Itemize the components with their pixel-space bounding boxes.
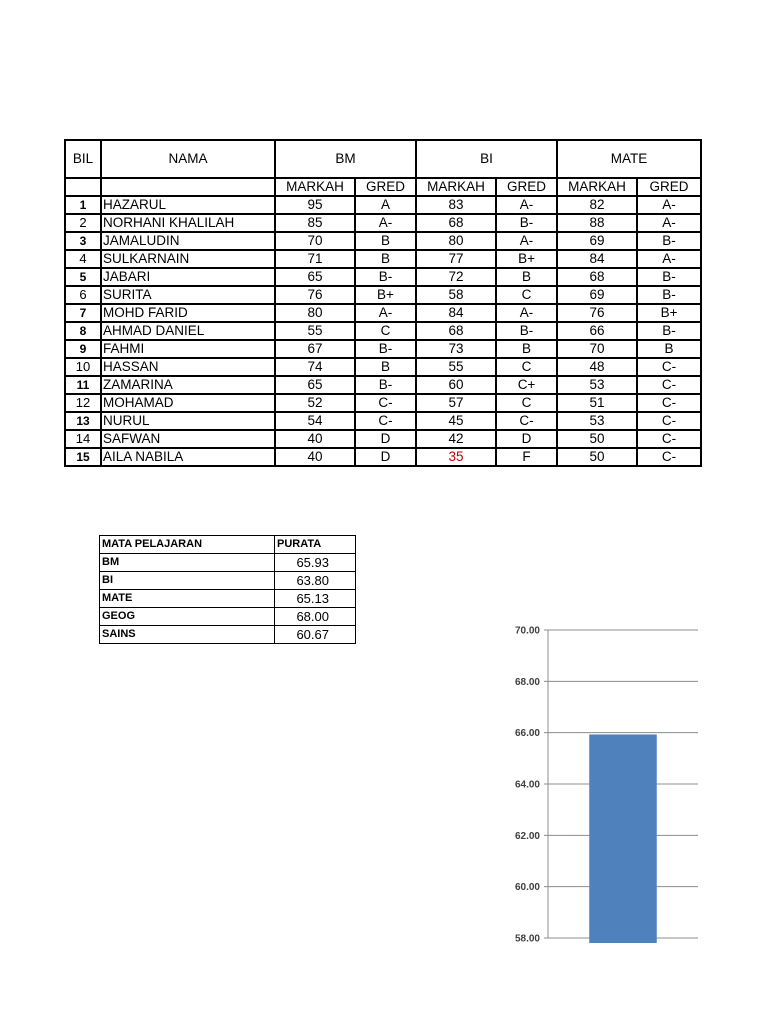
marks-header-row	[65, 140, 701, 178]
gred-cell: D	[355, 430, 416, 448]
student-name: ZAMARINA	[101, 376, 275, 394]
gred-cell: A-	[496, 304, 557, 322]
markah-header: MARKAH	[416, 178, 496, 196]
gred-cell: A-	[637, 214, 701, 232]
gred-cell: B-	[637, 286, 701, 304]
bil-cell: 5	[65, 268, 101, 286]
y-tick-label: 62.00	[514, 830, 540, 842]
bil-cell: 1	[65, 196, 101, 214]
markah-cell: 48	[557, 358, 637, 376]
student-name: SAFWAN	[101, 430, 275, 448]
gred-cell: A-	[637, 250, 701, 268]
markah-cell: 52	[275, 394, 355, 412]
bil-cell: 13	[65, 412, 101, 430]
y-tick-label: 58.00	[514, 933, 540, 945]
gred-cell: C+	[496, 376, 557, 394]
gred-cell: A-	[637, 196, 701, 214]
student-row	[65, 358, 701, 376]
gred-cell: C-	[637, 394, 701, 412]
student-name: AHMAD DANIEL	[101, 322, 275, 340]
averages-table	[99, 535, 356, 644]
markah-cell: 55	[275, 322, 355, 340]
markah-cell: 76	[557, 304, 637, 322]
subject-name: MATE	[100, 590, 275, 608]
gred-header: GRED	[637, 178, 701, 196]
bil-cell: 4	[65, 250, 101, 268]
subject-column-header: MATA PELAJARAN	[100, 536, 275, 554]
subject-header-mate: MATE	[557, 140, 701, 178]
gred-cell: B-	[637, 322, 701, 340]
average-row	[100, 590, 356, 608]
markah-cell: 73	[416, 340, 496, 358]
subject-header-bi: BI	[416, 140, 557, 178]
markah-cell: 88	[557, 214, 637, 232]
gred-cell: A	[355, 196, 416, 214]
markah-cell: 84	[557, 250, 637, 268]
average-value: 60.67	[275, 626, 356, 644]
averages-header-row	[100, 536, 356, 554]
average-column-header: PURATA	[275, 536, 356, 554]
markah-cell: 82	[557, 196, 637, 214]
gred-cell: B+	[355, 286, 416, 304]
y-tick-label: 64.00	[514, 779, 540, 791]
gred-cell: A-	[496, 232, 557, 250]
markah-cell: 42	[416, 430, 496, 448]
markah-cell: 57	[416, 394, 496, 412]
subject-header-bm: BM	[275, 140, 416, 178]
gred-cell: B-	[355, 340, 416, 358]
gred-cell: A-	[496, 196, 557, 214]
markah-cell: 74	[275, 358, 355, 376]
markah-cell: 70	[557, 340, 637, 358]
gred-cell: D	[355, 448, 416, 466]
student-row	[65, 448, 701, 466]
subject-name: BI	[100, 572, 275, 590]
bil-cell: 9	[65, 340, 101, 358]
gred-cell: B	[637, 340, 701, 358]
student-row	[65, 322, 701, 340]
markah-cell: 69	[557, 232, 637, 250]
gred-cell: C-	[637, 412, 701, 430]
student-name: MOHD FARID	[101, 304, 275, 322]
empty-cell	[65, 178, 101, 196]
gred-cell: C-	[355, 394, 416, 412]
gred-header: GRED	[496, 178, 557, 196]
gred-cell: B-	[355, 376, 416, 394]
nama-header: NAMA	[101, 140, 275, 178]
markah-cell: 77	[416, 250, 496, 268]
student-name: MOHAMAD	[101, 394, 275, 412]
bar	[589, 734, 657, 943]
gred-cell: B	[355, 232, 416, 250]
gred-header: GRED	[355, 178, 416, 196]
markah-cell: 95	[275, 196, 355, 214]
markah-cell: 80	[275, 304, 355, 322]
bil-cell: 14	[65, 430, 101, 448]
gred-cell: B+	[496, 250, 557, 268]
markah-cell: 68	[557, 268, 637, 286]
y-tick-label: 60.00	[514, 882, 540, 894]
markah-cell: 68	[416, 322, 496, 340]
markah-cell: 51	[557, 394, 637, 412]
bil-cell: 8	[65, 322, 101, 340]
markah-cell: 55	[416, 358, 496, 376]
bil-header: BIL	[65, 140, 101, 178]
student-row	[65, 196, 701, 214]
average-bar-chart	[490, 615, 705, 950]
markah-cell: 66	[557, 322, 637, 340]
gred-cell: B	[496, 340, 557, 358]
marks-subheader-row	[65, 178, 701, 196]
markah-cell: 53	[557, 376, 637, 394]
student-name: NURUL	[101, 412, 275, 430]
markah-cell: 50	[557, 448, 637, 466]
y-tick-label: 70.00	[514, 625, 540, 637]
markah-cell: 80	[416, 232, 496, 250]
gred-cell: B	[355, 250, 416, 268]
markah-cell: 35	[416, 448, 496, 466]
student-name: NORHANI KHALILAH	[101, 214, 275, 232]
student-row	[65, 268, 701, 286]
student-name: JABARI	[101, 268, 275, 286]
gred-cell: C	[496, 286, 557, 304]
student-row	[65, 250, 701, 268]
y-tick-label: 66.00	[514, 728, 540, 740]
markah-cell: 83	[416, 196, 496, 214]
gred-cell: C-	[637, 448, 701, 466]
student-row	[65, 214, 701, 232]
y-tick-label: 68.00	[514, 676, 540, 688]
markah-cell: 60	[416, 376, 496, 394]
student-name: HAZARUL	[101, 196, 275, 214]
gred-cell: B-	[496, 322, 557, 340]
student-row	[65, 286, 701, 304]
markah-cell: 76	[275, 286, 355, 304]
bil-cell: 3	[65, 232, 101, 250]
markah-cell: 85	[275, 214, 355, 232]
markah-cell: 65	[275, 376, 355, 394]
average-value: 63.80	[275, 572, 356, 590]
student-row	[65, 304, 701, 322]
markah-cell: 65	[275, 268, 355, 286]
student-row	[65, 394, 701, 412]
markah-cell: 40	[275, 448, 355, 466]
average-value: 65.13	[275, 590, 356, 608]
bil-cell: 11	[65, 376, 101, 394]
gred-cell: B-	[637, 268, 701, 286]
gred-cell: C	[496, 394, 557, 412]
student-row	[65, 232, 701, 250]
student-name: AILA NABILA	[101, 448, 275, 466]
student-name: HASSAN	[101, 358, 275, 376]
student-name: SURITA	[101, 286, 275, 304]
subject-name: BM	[100, 554, 275, 572]
subject-name: SAINS	[100, 626, 275, 644]
bil-cell: 10	[65, 358, 101, 376]
average-row	[100, 572, 356, 590]
markah-cell: 40	[275, 430, 355, 448]
markah-cell: 58	[416, 286, 496, 304]
gred-cell: A-	[355, 214, 416, 232]
markah-cell: 54	[275, 412, 355, 430]
markah-cell: 84	[416, 304, 496, 322]
average-value: 68.00	[275, 608, 356, 626]
markah-cell: 53	[557, 412, 637, 430]
gred-cell: C-	[637, 376, 701, 394]
markah-cell: 69	[557, 286, 637, 304]
student-row	[65, 430, 701, 448]
student-row	[65, 340, 701, 358]
bil-cell: 7	[65, 304, 101, 322]
gred-cell: B-	[637, 232, 701, 250]
gred-cell: C-	[496, 412, 557, 430]
markah-header: MARKAH	[557, 178, 637, 196]
student-name: FAHMI	[101, 340, 275, 358]
gred-cell: B	[496, 268, 557, 286]
gred-cell: C-	[637, 358, 701, 376]
average-row	[100, 554, 356, 572]
markah-cell: 71	[275, 250, 355, 268]
subject-name: GEOG	[100, 608, 275, 626]
empty-cell	[101, 178, 275, 196]
markah-cell: 68	[416, 214, 496, 232]
gred-cell: B	[355, 358, 416, 376]
bil-cell: 6	[65, 286, 101, 304]
gred-cell: C	[496, 358, 557, 376]
gred-cell: D	[496, 430, 557, 448]
gred-cell: C	[355, 322, 416, 340]
gred-cell: C-	[637, 430, 701, 448]
markah-cell: 70	[275, 232, 355, 250]
marks-table	[64, 139, 702, 467]
student-name: SULKARNAIN	[101, 250, 275, 268]
bil-cell: 15	[65, 448, 101, 466]
markah-cell: 50	[557, 430, 637, 448]
average-value: 65.93	[275, 554, 356, 572]
student-row	[65, 412, 701, 430]
markah-cell: 45	[416, 412, 496, 430]
gred-cell: A-	[355, 304, 416, 322]
student-name: JAMALUDIN	[101, 232, 275, 250]
markah-cell: 72	[416, 268, 496, 286]
markah-header: MARKAH	[275, 178, 355, 196]
average-row	[100, 608, 356, 626]
gred-cell: B-	[496, 214, 557, 232]
gred-cell: B-	[355, 268, 416, 286]
bil-cell: 12	[65, 394, 101, 412]
student-row	[65, 376, 701, 394]
markah-cell: 67	[275, 340, 355, 358]
gred-cell: F	[496, 448, 557, 466]
average-row	[100, 626, 356, 644]
gred-cell: B+	[637, 304, 701, 322]
bil-cell: 2	[65, 214, 101, 232]
gred-cell: C-	[355, 412, 416, 430]
